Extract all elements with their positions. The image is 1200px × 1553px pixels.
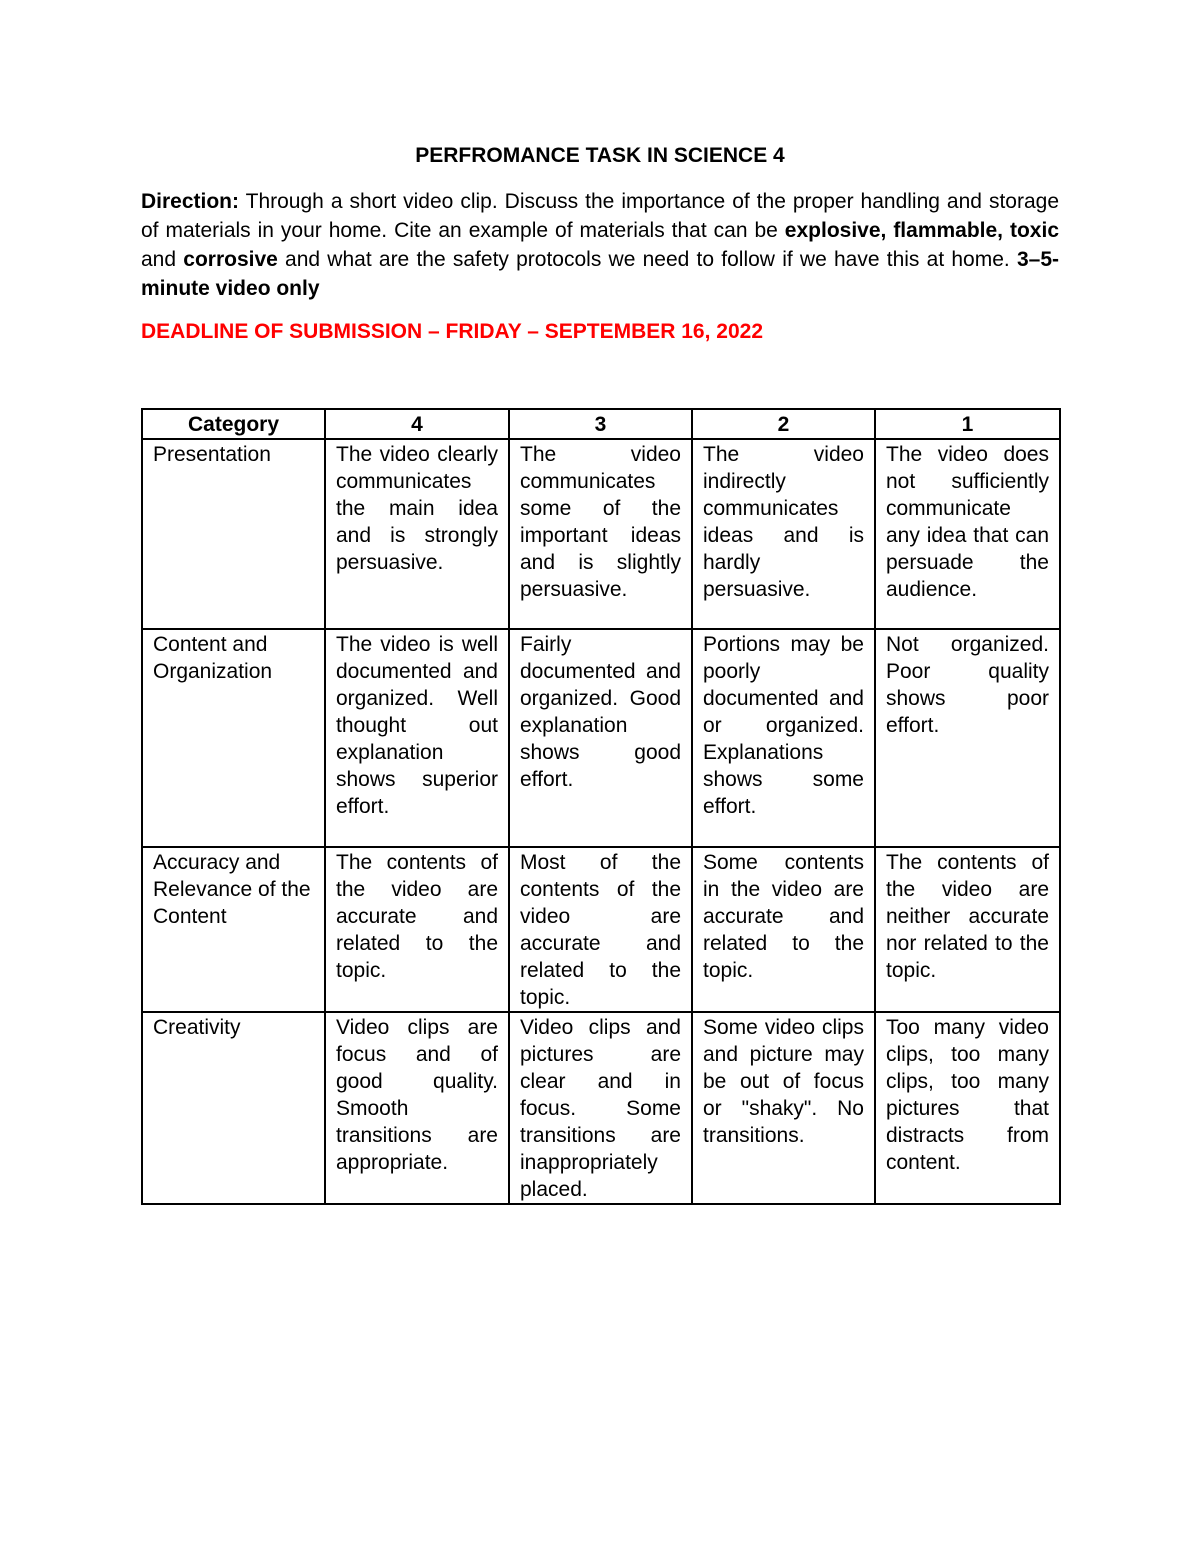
direction-text-3: and what are the safety protocols we need to follow if we have this at home. [277,248,1017,271]
criteria-cell-3: Video clips and pictures are clear and in focus. Some transitions are inappropriately placed. [509,1012,692,1204]
direction-label: Direction: [141,190,240,213]
criteria-cell-2: Some contents in the video are accurate and related to the topic. [692,847,875,1012]
direction-text-1: Through a short video clip. Discuss the importance of the proper handling and storage of materials in your home. Cite an example of materials that can be [141,190,1059,242]
header-category: Category [142,409,325,439]
category-cell: Creativity [142,1012,325,1204]
criteria-cell-3: The video communicates some of the important ideas and is slightly persuasive. [509,439,692,629]
criteria-cell-4: Video clips are focus and of good quality. Smooth transitions are appropriate. [325,1012,509,1204]
rubric-row-accuracy-relevance [142,847,1060,1012]
criteria-cell-3: Fairly documented and organized. Good explanation shows good effort. [509,629,692,847]
rubric-header-row [142,409,1060,439]
criteria-cell-1: Not organized. Poor quality shows poor effort. [875,629,1060,847]
direction-paragraph [141,187,1059,303]
header-score-2: 2 [692,409,875,439]
deadline-notice: DEADLINE OF SUBMISSION – FRIDAY – SEPTEMBER 16, 2022 [141,320,764,343]
criteria-cell-2: Some video clips and picture may be out of focus or "shaky". No transitions. [692,1012,875,1204]
direction-bold-corrosive: corrosive [183,248,278,271]
rubric-row-presentation [142,439,1060,629]
criteria-cell-1: The contents of the video are neither accurate nor related to the topic. [875,847,1060,1012]
criteria-cell-2: The video indirectly communicates ideas and is hardly persuasive. [692,439,875,629]
direction-text-2: and [141,248,184,271]
direction-bold-duration: 3–5-minute video only [141,248,1059,300]
criteria-cell-1: Too many video clips, too many clips, too many pictures that distracts from content. [875,1012,1060,1204]
criteria-cell-2: Portions may be poorly documented and or organized. Explanations shows some effort. [692,629,875,847]
header-score-4: 4 [325,409,509,439]
category-cell: Presentation [142,439,325,629]
criteria-cell-4: The video is well documented and organized. Well thought out explanation shows superior effort. [325,629,509,847]
header-score-3: 3 [509,409,692,439]
criteria-cell-1: The video does not sufficiently communicate any idea that can persuade the audience. [875,439,1060,629]
criteria-cell-4: The contents of the video are accurate and related to the topic. [325,847,509,1012]
criteria-cell-3: Most of the contents of the video are accurate and related to the topic. [509,847,692,1012]
category-cell: Accuracy and Relevance of the Content [142,847,325,1012]
header-score-1: 1 [875,409,1060,439]
direction-bold-hazards: explosive, flammable, toxic [784,219,1059,242]
rubric-row-creativity [142,1012,1060,1204]
rubric-table [141,408,1061,1205]
document-title: PERFROMANCE TASK IN SCIENCE 4 [415,144,785,167]
rubric-row-content-organization [142,629,1060,847]
category-cell: Content and Organization [142,629,325,847]
criteria-cell-4: The video clearly communicates the main idea and is strongly persuasive. [325,439,509,629]
